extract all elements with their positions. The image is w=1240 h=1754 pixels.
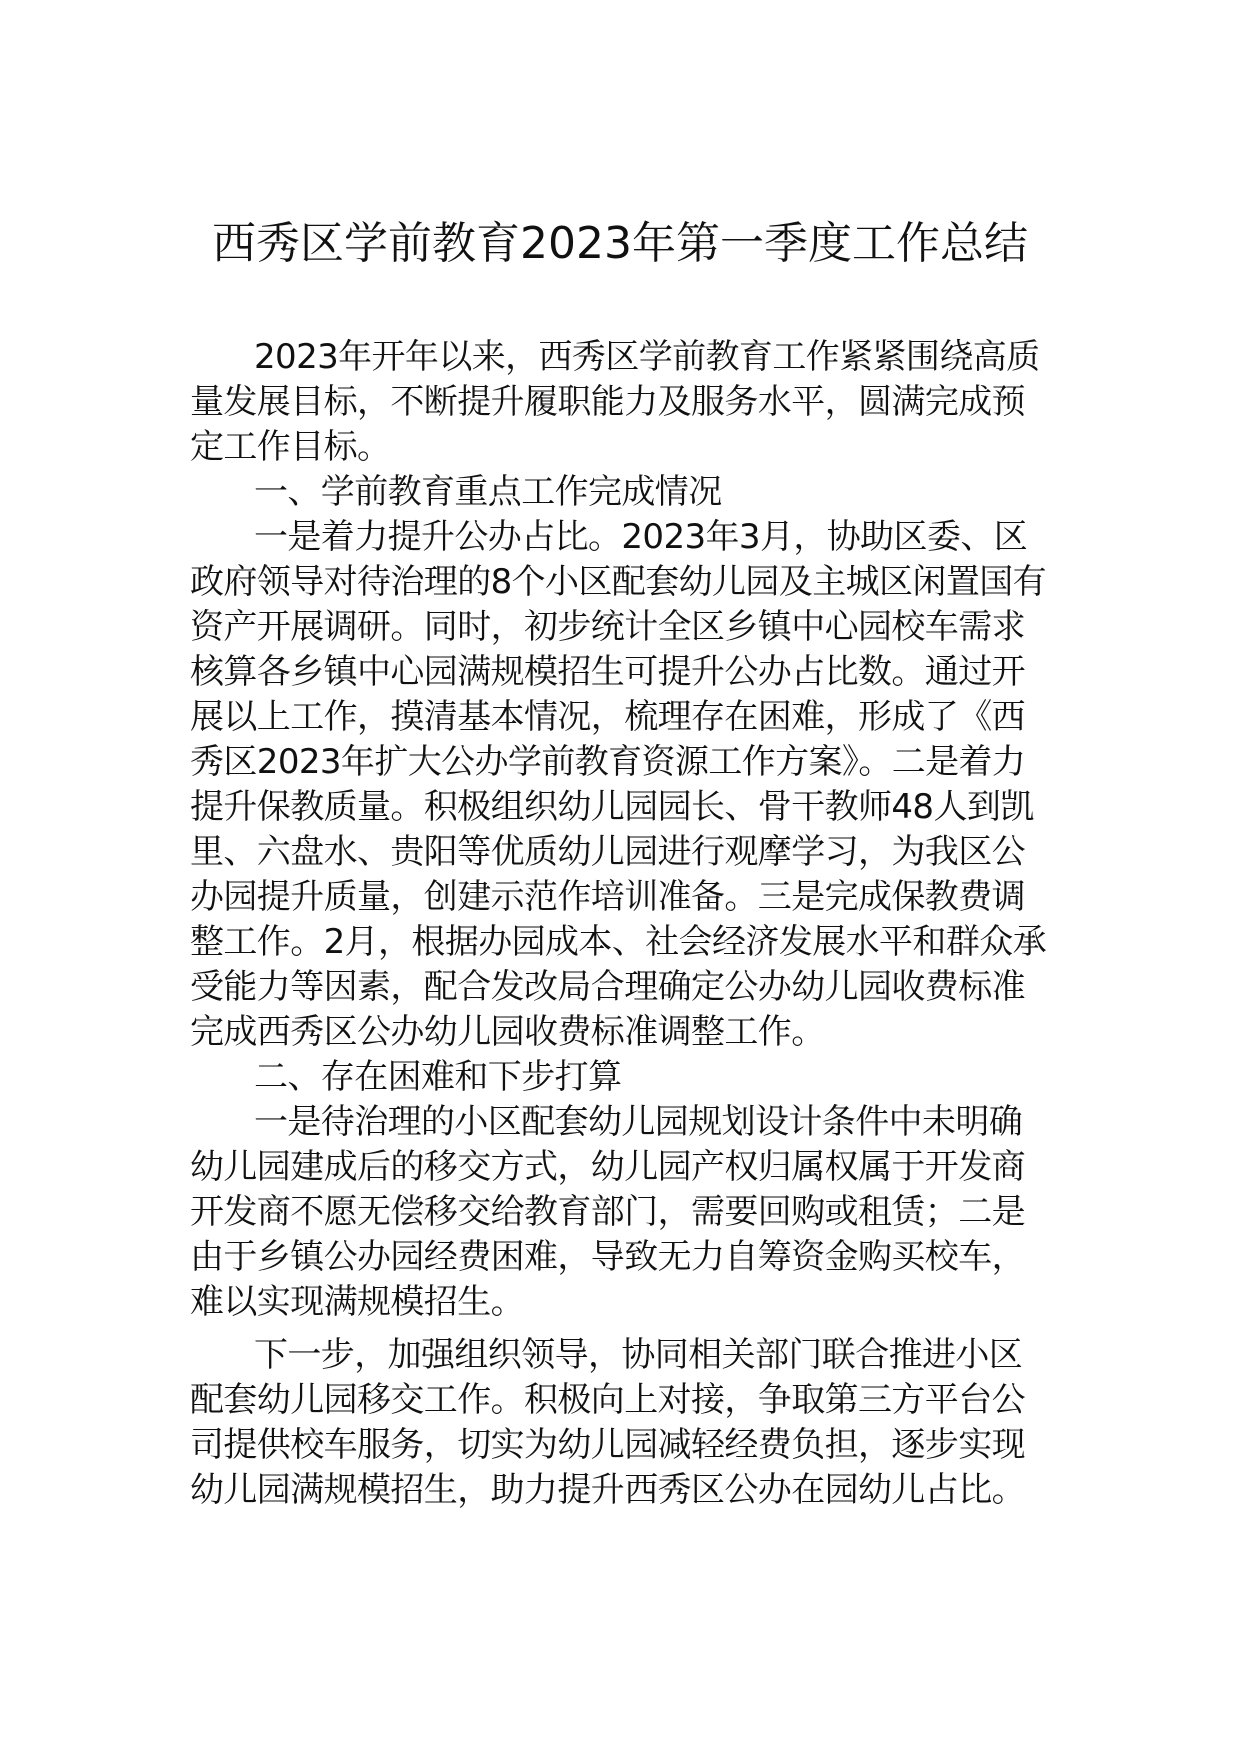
text-line: 司提供校车服务，切实为幼儿园减轻经费负担，逐步实现 bbox=[190, 1425, 1025, 1465]
text-line: 由于乡镇公办园经费困难，导致无力自筹资金购买校车， bbox=[190, 1237, 1025, 1277]
text-line: 整工作。2月，根据办园成本、社会经济发展水平和群众承 bbox=[190, 922, 1047, 962]
text-line: 提升保教质量。积极组织幼儿园园长、骨干教师48人到凯 bbox=[190, 787, 1034, 827]
text-line: 受能力等因素，配合发改局合理确定公办幼儿园收费标准 bbox=[190, 967, 1025, 1007]
text-line: 配套幼儿园移交工作。积极向上对接，争取第三方平台公 bbox=[190, 1380, 1025, 1420]
text-line: 下一步，加强组织领导，协同相关部门联合推进小区 bbox=[254, 1335, 1023, 1375]
text-line: 核算各乡镇中心园满规模招生可提升公办占比数。通过开 bbox=[190, 652, 1025, 692]
text-line: 开发商不愿无偿移交给教育部门，需要回购或租赁；二是 bbox=[190, 1192, 1025, 1232]
text-line: 完成西秀区公办幼儿园收费标准调整工作。 bbox=[190, 1012, 825, 1052]
text-line: 幼儿园满规模招生，助力提升西秀区公办在园幼儿占比。 bbox=[190, 1470, 1025, 1510]
text-line: 幼儿园建成后的移交方式，幼儿园产权归属权属于开发商 bbox=[190, 1147, 1025, 1187]
text-line: 展以上工作，摸清基本情况，梳理存在困难，形成了《西 bbox=[190, 697, 1025, 737]
text-line: 量发展目标，不断提升履职能力及服务水平，圆满完成预 bbox=[190, 382, 1025, 422]
text-line: 一是待治理的小区配套幼儿园规划设计条件中未明确 bbox=[254, 1102, 1023, 1142]
text-line: 资产开展调研。同时，初步统计全区乡镇中心园校车需求 bbox=[190, 607, 1025, 647]
text-line: 一是着力提升公办占比。2023年3月，协助区委、区 bbox=[254, 517, 1028, 557]
text-line: 难以实现满规模招生。 bbox=[190, 1282, 524, 1322]
text-line: 政府领导对待治理的8个小区配套幼儿园及主城区闲置国有 bbox=[190, 562, 1047, 602]
text-line: 2023年开年以来，西秀区学前教育工作紧紧围绕高质 bbox=[254, 337, 1040, 377]
text-line: 一、学前教育重点工作完成情况 bbox=[254, 472, 722, 512]
text-line: 里、六盘水、贵阳等优质幼儿园进行观摩学习，为我区公 bbox=[190, 832, 1025, 872]
text-line: 定工作目标。 bbox=[190, 427, 391, 467]
document-body bbox=[190, 335, 1054, 1513]
text-line: 秀区2023年扩大公办学前教育资源工作方案》。二是着力 bbox=[190, 742, 1026, 782]
document-title: 西秀区学前教育2023年第一季度工作总结 bbox=[212, 218, 1028, 269]
text-line: 办园提升质量，创建示范作培训准备。三是完成保教费调 bbox=[190, 877, 1025, 917]
text-line: 二、存在困难和下步打算 bbox=[254, 1057, 622, 1097]
